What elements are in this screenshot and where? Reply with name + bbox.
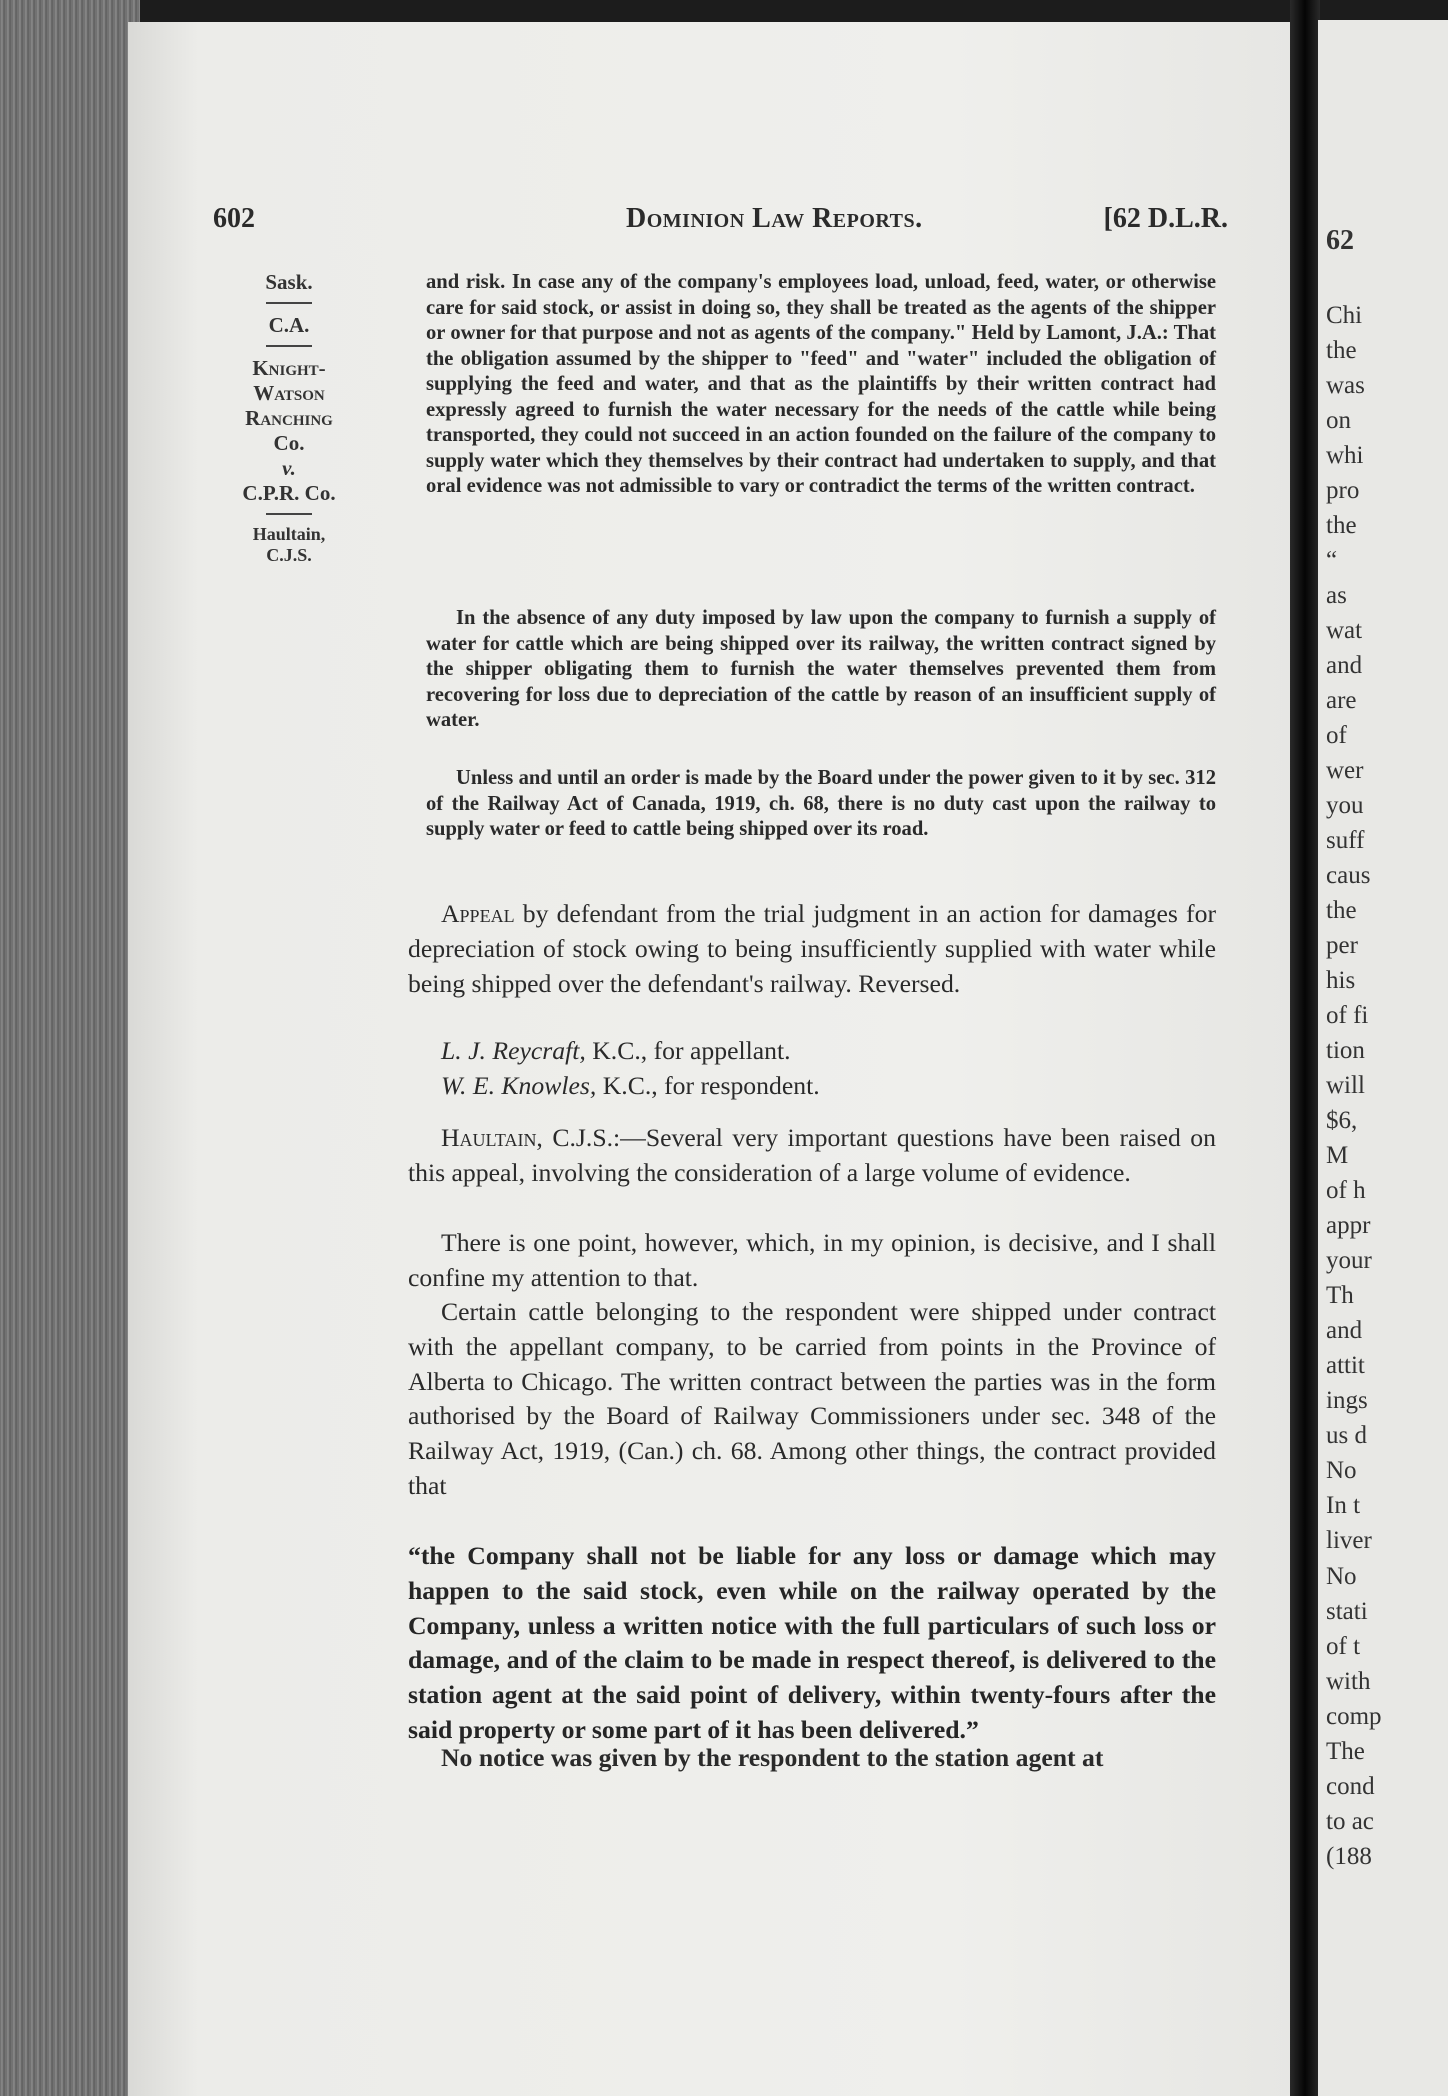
volume-reference: [62 D.L.R. [1103, 203, 1228, 234]
facing-page-line: and [1326, 1317, 1363, 1344]
contract-quote: “the Company shall not be liable for any loss or damage which may happen to the said stock, even while on the railway operated by the Company, unless a written notice with the full particulars of such loss or damage, and of the claim to be made in respect thereof, is delivered to the station agent at the said point of delivery, within twenty-fours after the said property or some part of it has been delivered.” [408, 1541, 1216, 1744]
facing-page-line: your [1326, 1247, 1372, 1274]
facing-page-line: stati [1326, 1598, 1368, 1625]
party-name-line: Co. [273, 431, 305, 455]
facing-page-line: of fi [1326, 1002, 1369, 1029]
facing-page-line: attit [1326, 1352, 1365, 1379]
facing-page-line: Chi [1326, 302, 1363, 329]
facing-page-line: M [1326, 1142, 1349, 1169]
facing-page-line: cond [1326, 1773, 1375, 1800]
running-head [213, 203, 1228, 243]
facing-page-line: whi [1326, 442, 1364, 469]
facing-page-line: comp [1326, 1703, 1382, 1730]
facing-page-line: The [1326, 1738, 1365, 1765]
case-sidenote [214, 270, 364, 566]
party-name-line: Ranching [245, 406, 333, 430]
facing-page-line: are [1326, 687, 1357, 714]
facing-page-line: of h [1326, 1177, 1366, 1204]
counsel-name: W. E. Knowles, [441, 1071, 597, 1100]
book-edge [0, 0, 140, 2096]
facing-page-line: of [1326, 722, 1347, 749]
facing-page-line: liver [1326, 1527, 1372, 1554]
counsel-appellant [441, 1036, 791, 1066]
facing-page-line: will [1326, 1072, 1365, 1099]
sidenote-divider [266, 513, 312, 515]
facing-page-line: (188 [1326, 1843, 1372, 1870]
counsel-role: K.C., for respondent. [596, 1071, 820, 1100]
judge-lead: Haultain, [441, 1123, 543, 1152]
counsel-name: L. J. Reycraft, [441, 1036, 586, 1065]
counsel-respondent [441, 1071, 820, 1101]
facing-page-line: the [1326, 337, 1357, 364]
facing-page-line: per [1326, 932, 1358, 959]
judgment-paragraph [408, 1121, 1216, 1191]
opponent-name: C.P.R. Co. [242, 481, 336, 505]
facing-page-line: his [1326, 967, 1356, 994]
journal-title: Dominion Law Reports. [626, 203, 923, 234]
facing-page-line: suff [1326, 827, 1365, 854]
headnote-paragraph: and risk. In case any of the company's employees load, unload, feed, water, or otherwise care for said stock, or assist in doing so, they shall be treated as the agents of the shipper or owner for that purpose and not as agents of the company." Held by Lamont, J.A.: That the obligation assumed by the shipper to "feed" and "water" included the obligation of supplying the feed and water, and that as the plaintiffs by their written contract had expressly agreed to furnish the water necessary for the needs of the cattle while being transported, they could not succeed in an action founded on the failure of the company to supply water which they themselves by their contract had undertaken to supply, and that oral evidence was not admissible to vary or contradict the terms of the written contract. [426, 271, 1216, 497]
body-paragraph: Certain cattle belonging to the respondent were shipped under contract with the appellant company, to be carried from points in the Province of Alberta to Chicago. The written contract between the parties was in the form authorised by the Board of Railway Commissioners under sec. 348 of the Railway Act, 1919, (Can.) ch. 68. Among other things, the contract provided that [408, 1297, 1216, 1500]
facing-page-fragment [1318, 20, 1448, 2096]
facing-page-line: 62 [1326, 225, 1354, 256]
party-name-line: Watson [253, 381, 325, 405]
page-number: 602 [213, 203, 255, 234]
facing-page-line: No [1326, 1563, 1357, 1590]
facing-page-line: as [1326, 582, 1347, 609]
book-gutter [1290, 0, 1320, 2096]
sidenote-divider [266, 302, 312, 304]
appeal-lead: Appeal [441, 899, 515, 928]
province-label: Sask. [265, 270, 313, 294]
judge-name-line: Haultain, [252, 524, 326, 544]
facing-page-line: with [1326, 1668, 1371, 1695]
facing-page-line: the [1326, 512, 1357, 539]
appeal-paragraph [408, 897, 1216, 1001]
facing-page-line: No [1326, 1457, 1357, 1484]
facing-page-line: you [1326, 792, 1364, 819]
facing-page-line: was [1326, 372, 1365, 399]
facing-page-line: appr [1326, 1212, 1371, 1239]
facing-page-line: of t [1326, 1633, 1361, 1660]
versus-label: v. [282, 456, 296, 480]
facing-page-line: tion [1326, 1037, 1365, 1064]
facing-page-line: In t [1326, 1492, 1361, 1519]
facing-page-line: on [1326, 407, 1351, 434]
facing-page-line: $6, [1326, 1107, 1358, 1134]
facing-page-line: wat [1326, 617, 1363, 644]
headnote-paragraph: In the absence of any duty imposed by law upon the company to furnish a supply of water for cattle which are being shipped over its railway, the written contract signed by the shipper obligating them to furnish the water themselves prevented them from recovering for loss due to depreciation of the cattle by reason of an insufficient supply of water. [426, 607, 1216, 731]
facing-page-line: the [1326, 897, 1357, 924]
facing-page-line: us d [1326, 1422, 1367, 1449]
court-label: C.A. [268, 313, 310, 337]
party-name-line: Knight- [252, 356, 326, 380]
facing-page-line: pro [1326, 477, 1360, 504]
sidenote-divider [266, 345, 312, 347]
facing-page-line: to ac [1326, 1808, 1374, 1835]
facing-page-line: Th [1326, 1282, 1354, 1309]
headnote-paragraph: Unless and until an order is made by the Board under the power given to it by sec. 312 of the Railway Act of Canada, 1919, ch. 68, there is no duty cast upon the railway to supply water or feed to cattle being shipped over its road. [426, 767, 1216, 840]
facing-page-line: and [1326, 652, 1363, 679]
facing-page-line: wer [1326, 757, 1364, 784]
counsel-role: K.C., for appellant. [585, 1036, 791, 1065]
judge-name-line: C.J.S. [266, 545, 312, 565]
facing-page-line: caus [1326, 862, 1371, 889]
body-paragraph: There is one point, however, which, in my opinion, is decisive, and I shall confine my attention to that. [408, 1228, 1216, 1292]
appeal-text: by defendant from the trial judgment in an action for damages for depreciation of stock owing to being insufficiently supplied with water while being shipped over the defendant's railway. Reversed. [408, 899, 1216, 998]
body-paragraph: No notice was given by the respondent to the station agent at [441, 1743, 1104, 1772]
judgment-text: C.J.S.:—Several very important questions have been raised on this appeal, involving the consideration of a large volume of evidence. [408, 1123, 1216, 1187]
facing-page-line: ings [1326, 1387, 1368, 1414]
facing-page-line: “ [1326, 547, 1338, 574]
